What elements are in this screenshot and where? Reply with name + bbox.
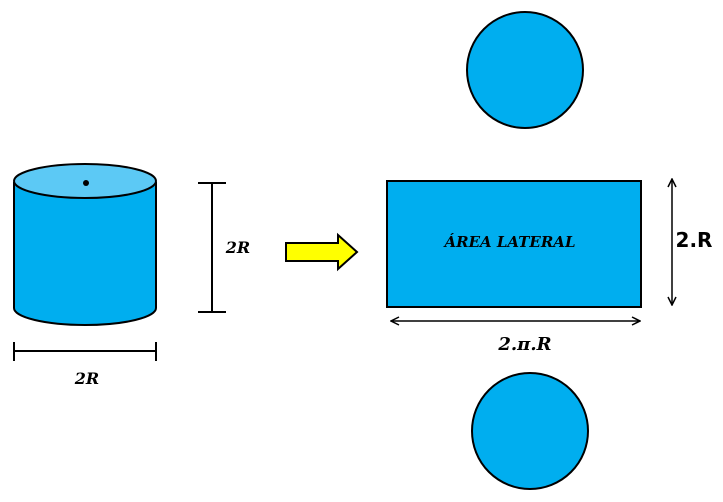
- rect-width-label: 2.π.R: [498, 334, 552, 355]
- cylinder: [14, 164, 156, 325]
- rect-width-dimension: [391, 321, 640, 355]
- cylinder-diameter-dimension: [14, 342, 156, 388]
- rect-height-dimension: [672, 179, 712, 305]
- cylinder-height-dimension: [198, 183, 250, 312]
- top-base-circle: [467, 12, 583, 128]
- lateral-area-rectangle: [387, 181, 641, 307]
- cylinder-body: [14, 183, 156, 325]
- cylinder-center-dot: [83, 180, 89, 186]
- bottom-base-circle: [472, 373, 588, 489]
- cylinder-height-label: 2R: [225, 238, 251, 257]
- cylinder-diameter-label: 2R: [74, 369, 100, 388]
- rect-height-label: 2.R: [675, 228, 713, 252]
- right-arrow-icon: [286, 235, 357, 269]
- lateral-area-label: ÁREA LATERAL: [444, 233, 576, 251]
